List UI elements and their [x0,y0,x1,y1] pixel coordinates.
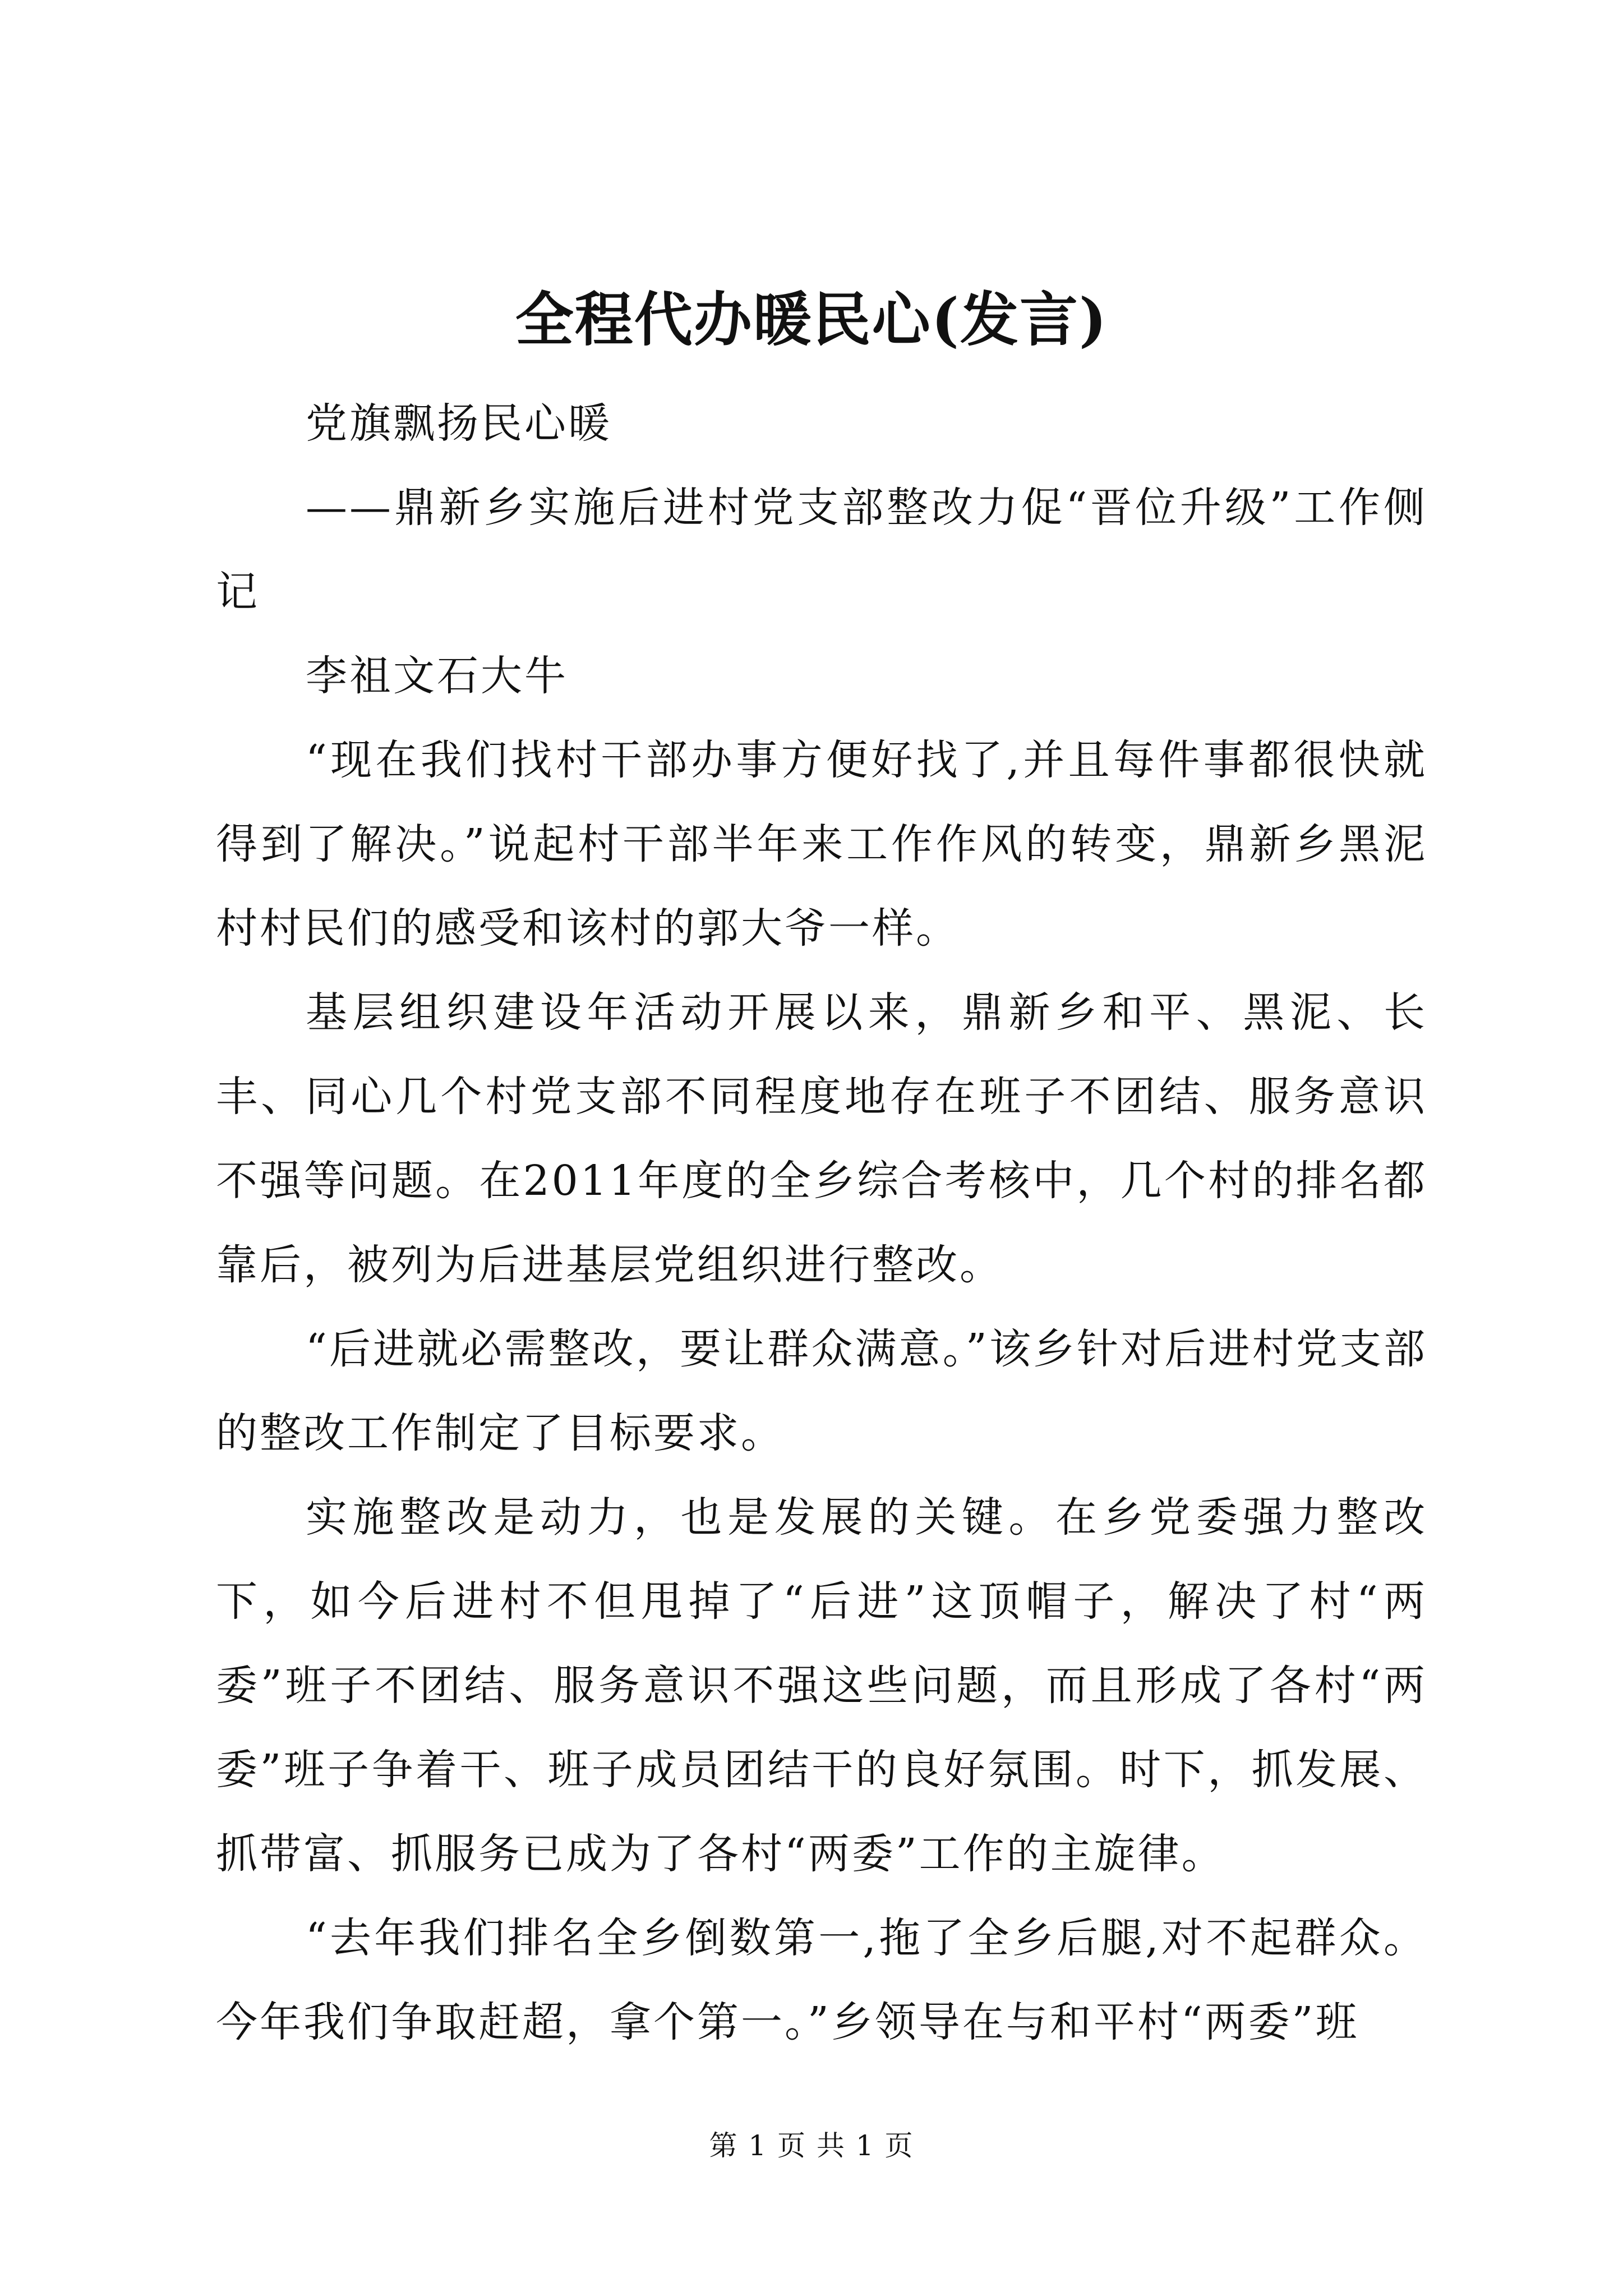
author-paragraph: 李祖文石大牛 [306,652,568,700]
body-paragraph: 基层组织建设年活动开展以来，鼎新乡和平、黑泥、长丰、同心几个村党支部不同程度地存在班子不团结、服务意识不强等问题。在2011年度的全乡综合考核中，几个村的排名都靠后，被列为后进基层党组织进行整改。 [216,988,1427,1289]
document-body [216,381,1427,2064]
body-paragraph: “现在我们找村干部办事方便好找了,并且每件事都很快就得到了解决。”说起村干部半年来工作作风的转变，鼎新乡黑泥村村民们的感受和该村的郭大爷一样。 [216,736,1427,953]
subtitle-paragraph: 党旗飘扬民心暖 [306,399,612,448]
body-paragraph: “后进就必需整改，要让群众满意。”该乡针对后进村党支部的整改工作制定了目标要求。 [216,1325,1427,1457]
page-footer: 第 1 页 共 1 页 [709,2129,914,2162]
dateline-paragraph: ——鼎新乡实施后进村党支部整改力促“晋位升级”工作侧记 [216,484,1427,616]
body-paragraph: “去年我们排名全乡倒数第一,拖了全乡后腿,对不起群众。今年我们争取赶超，拿个第一。”乡领导在与和平村“两委”班 [216,1914,1427,2046]
body-paragraph: 实施整改是动力，也是发展的关键。在乡党委强力整改下，如今后进村不但甩掉了“后进”这顶帽子，解决了村“两委”班子不团结、服务意识不强这些问题，而且形成了各村“两委”班子争着干、班子成员团结干的良好氛围。时下，抓发展、抓带富、抓服务已成为了各村“两委”工作的主旋律。 [216,1493,1427,1878]
document-title: 全程代办暖民心(发言) [515,285,1108,354]
